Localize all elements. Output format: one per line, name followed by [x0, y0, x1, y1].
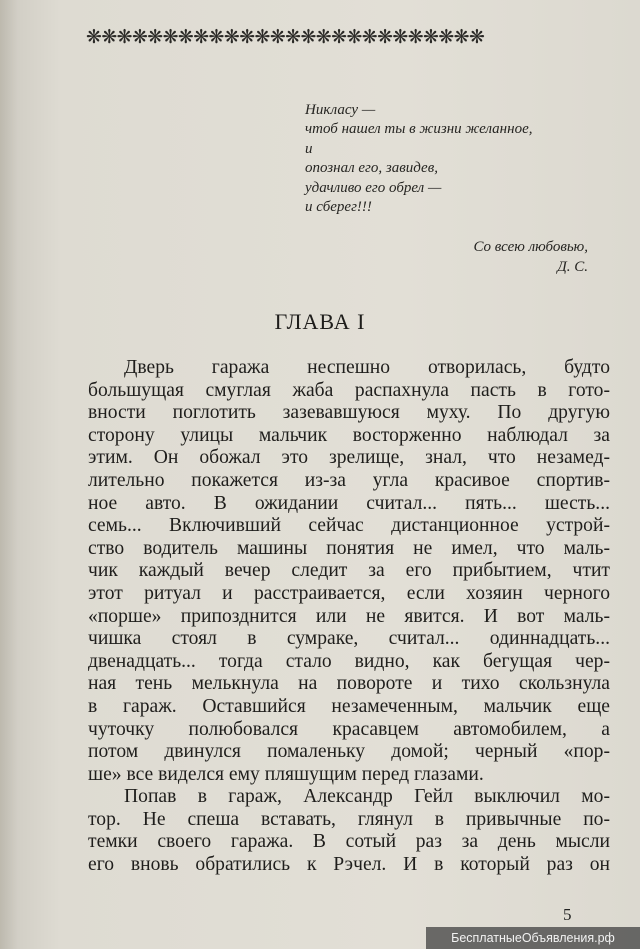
body-text-line: ное авто. В ожидании считал... пять... шесть...	[88, 492, 610, 514]
decorative-ornament-row: ❋❋❋❋❋❋❋❋❋❋❋❋❋❋❋❋❋❋❋❋❋❋❋❋❋❋	[86, 26, 485, 48]
epigraph	[305, 101, 605, 217]
body-text-line: чуточку полюбовался красавцем автомобилем, а	[88, 718, 610, 740]
page-number: 5	[563, 905, 572, 924]
body-text-line: тор. Не спеша вставать, глянул в привычные по-	[88, 808, 610, 830]
body-text-line: Попав в гараж, Александр Гейл выключил мо-	[124, 786, 610, 808]
epigraph-line: и	[305, 140, 313, 157]
chapter-title: ГЛАВА I	[274, 309, 366, 334]
body-text-line: ше» все виделся ему пляшущим перед глазами.	[88, 763, 484, 785]
epigraph-line: и сберег!!!	[305, 199, 372, 216]
body-text-line: чик каждый вечер следит за его прибытием, чтит	[88, 560, 610, 582]
body-text-line: двенадцать... тогда стало видно, как бегущая чер-	[88, 650, 610, 672]
dedication-signoff	[473, 237, 588, 277]
body-text-line: чишка стоял в сумраке, считал... одиннадцать...	[88, 628, 610, 650]
body-text-line: потом двинулся помаленьку домой; черный «пор-	[88, 741, 610, 763]
epigraph-line: удачливо его обрел —	[305, 179, 442, 196]
body-text-line: ная тень мелькнула на повороте и тихо скользнула	[88, 673, 610, 695]
body-text-line: семь... Включивший сейчас дистанционное устрой-	[88, 515, 610, 537]
body-text-line: ство водитель машины понятия не имел, что маль-	[88, 537, 610, 559]
body-text-line: Дверь гаража неспешно отворилась, будто	[124, 357, 610, 378]
signoff-initials: Д. С.	[557, 259, 588, 275]
watermark-banner: БесплатныеОбъявления.рф	[426, 927, 640, 949]
body-text-line: его вновь обратились к Рэчел. И в который раз он	[88, 854, 610, 876]
epigraph-line: чтоб нашел ты в жизни желанное,	[305, 121, 533, 138]
epigraph-line: Никласу —	[305, 102, 376, 118]
body-text-line: темки своего гаража. В сотый раз за день мысли	[88, 831, 610, 853]
body-text-line: этот ритуал и расстраивается, если хозяин черного	[88, 582, 610, 604]
chapter-body-text	[88, 357, 610, 877]
epigraph-line: опознал его, завидев,	[305, 160, 438, 177]
body-text-line: «порше» припозднится или не явится. И вот маль-	[88, 605, 610, 627]
body-text-line: вности поглотить зазевавшуюся муху. По другую	[88, 402, 610, 424]
body-text-line: лительно покажется из-за угла красивое спортив-	[88, 469, 610, 491]
body-text-line: в гараж. Оставшийся незамеченным, мальчик еще	[88, 695, 610, 717]
body-text-line: этим. Он обожал это зрелище, знал, что незамед-	[88, 447, 610, 469]
body-text-line: большущая смуглая жаба распахнула пасть в гото-	[88, 379, 610, 401]
signoff-line: Со всею любовью,	[473, 239, 588, 255]
body-text-line: сторону улицы мальчик восторженно наблюдал за	[88, 424, 610, 446]
